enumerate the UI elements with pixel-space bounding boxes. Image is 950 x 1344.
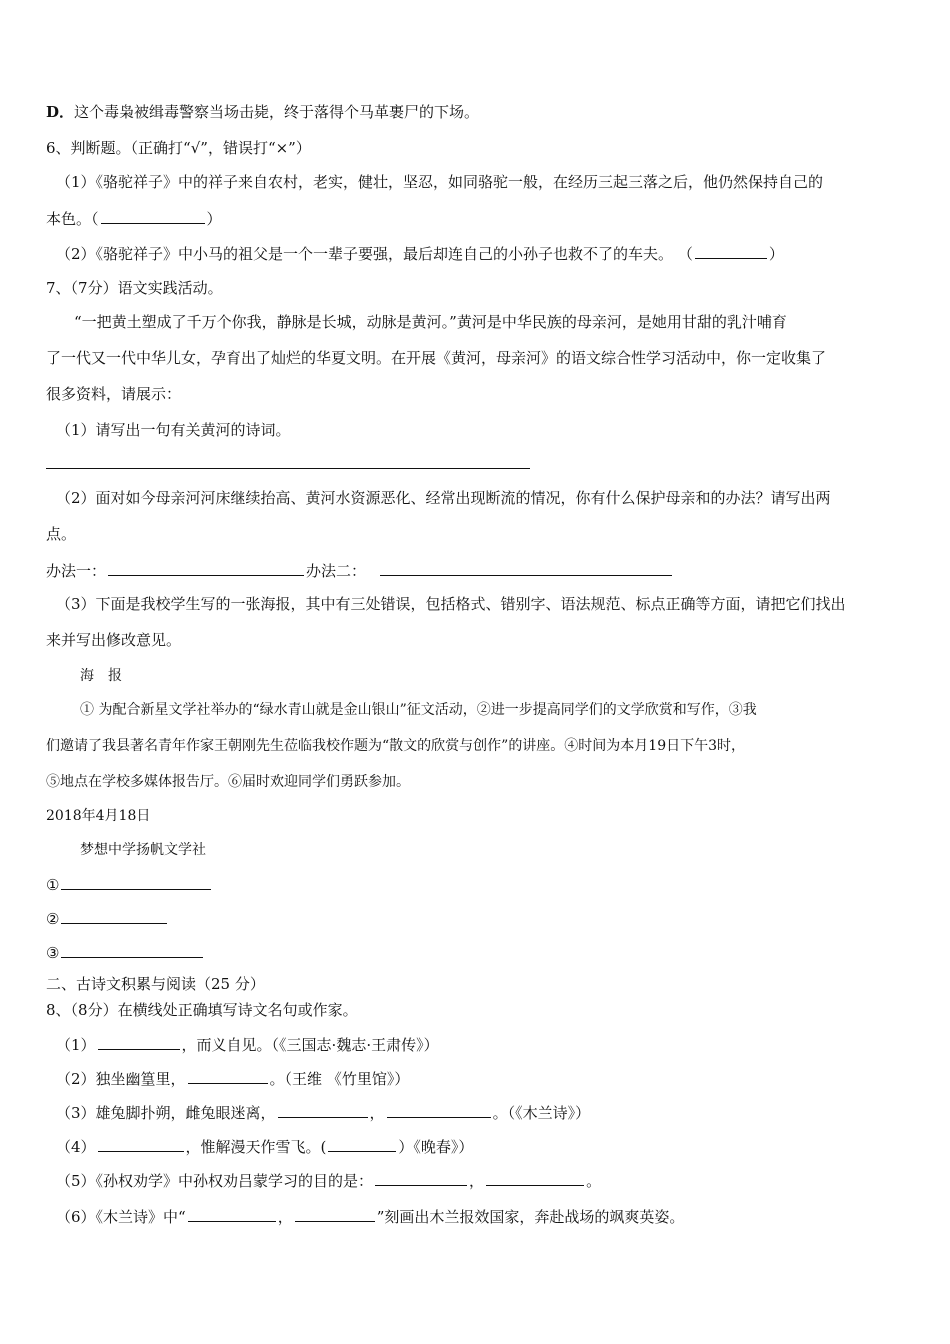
q7-sub1: （1）请写出一句有关黄河的诗词。 [56, 421, 291, 439]
poster-org: 梦想中学扬帆文学社 [80, 842, 206, 858]
answer-row-3 [46, 942, 205, 963]
answer3-blank[interactable] [61, 942, 203, 958]
option-d-text: 这个毒枭被缉毒警察当场击毙，终于落得个马革裹尸的下场。 [74, 103, 480, 121]
q6-item2-pre: （2）《骆驼祥子》中小马的祖父是一个一辈子要强，最后却连自己的小孙子也救不了的车夫。 （ [56, 245, 693, 263]
answer-row-1 [46, 874, 213, 895]
poster-title: 海 报 [80, 668, 122, 684]
q8-item4 [56, 1136, 473, 1157]
q7-sub3-line2: 来并写出修改意见。 [46, 631, 182, 649]
q8-item6-post: ”刻画出木兰报效国家，奔赴战场的飒爽英姿。 [376, 1208, 685, 1226]
poster-line3: ⑤地点在学校多媒体报告厅。⑥届时欢迎同学们勇跃参加。 [46, 774, 410, 790]
q8-item2-post: 。（王维 《竹里馆》） [269, 1070, 410, 1088]
q8-item4-pre: （4） [56, 1138, 96, 1156]
q8-item3-blank2[interactable] [387, 1102, 491, 1118]
method1-label: 办法一： [46, 562, 107, 580]
q8-item5-mid: ， [469, 1172, 485, 1190]
q8-item1 [56, 1034, 439, 1055]
section2-title: 二、古诗文积累与阅读（25 分） [46, 975, 265, 993]
q7-para-line2: 了一代又一代中华儿女，孕育出了灿烂的华夏文明。在开展《黄河，母亲河》的语文综合性学习活动中，你一定收集了 [46, 349, 827, 367]
q7-para-line3: 很多资料，请展示： [46, 385, 182, 403]
answer1-label: ① [46, 876, 60, 894]
q8-item3-pre: （3）雄兔脚扑朔，雌兔眼迷离， [56, 1104, 276, 1122]
q8-item2-blank[interactable] [188, 1068, 268, 1084]
q8-item6-mid: ， [277, 1208, 293, 1226]
q7-sub3-line1: （3）下面是我校学生写的一张海报，其中有三处错误，包括格式、错别字、语法规范、标点正确等方面，请把它们找出 [56, 595, 846, 613]
poster-line2: 们邀请了我县著名青年作家王朝刚先生莅临我校作题为“散文的欣赏与创作”的讲座。④时间为本月19日下午3时， [46, 738, 746, 754]
q7-sub1-answer-line[interactable] [46, 468, 530, 469]
answer1-blank[interactable] [61, 874, 211, 890]
q8-item4-mid: ，惟解漫天作雪飞。( [185, 1138, 327, 1156]
method1-blank[interactable] [108, 560, 304, 576]
q6-item2-answer-blank[interactable] [695, 243, 767, 259]
q8-item1-pre: （1） [56, 1036, 96, 1054]
answer2-label: ② [46, 910, 60, 928]
q8-title: 8、（8分）在横线处正确填写诗文名句或作家。 [46, 1001, 358, 1019]
answer3-label: ③ [46, 944, 60, 962]
q6-item2-post: ） [768, 245, 784, 263]
q8-item3 [56, 1102, 590, 1123]
q8-item5-blank1[interactable] [375, 1170, 467, 1186]
q8-item5-blank2[interactable] [486, 1170, 584, 1186]
option-d-label: D． [46, 103, 75, 121]
q8-item5 [56, 1170, 601, 1191]
q8-item6 [56, 1206, 684, 1227]
method2-label: 办法二： [306, 562, 367, 580]
answer-row-2 [46, 908, 169, 929]
q6-item1-pre: 本色。（ [46, 210, 99, 228]
poster-date: 2018年4月18日 [46, 808, 151, 824]
q8-item2-pre: （2）独坐幽篁里， [56, 1070, 186, 1088]
q7-sub2-line1: （2）面对如今母亲河河床继续抬高、黄河水资源恶化、经常出现断流的情况，你有什么保护母亲和的办法？请写出两 [56, 489, 831, 507]
q8-item4-blank2[interactable] [328, 1136, 396, 1152]
q8-item4-post: ）《晚春》） [398, 1138, 474, 1156]
q8-item6-blank1[interactable] [188, 1206, 276, 1222]
poster-line1: ① 为配合新星文学社举办的“绿水青山就是金山银山”征文活动，②进一步提高同学们的文学欣赏和写作，③我 [80, 702, 757, 718]
q8-item2 [56, 1068, 409, 1089]
q6-item1-answer-blank[interactable] [101, 208, 205, 224]
q8-item4-blank1[interactable] [98, 1136, 184, 1152]
option-d-line [46, 102, 479, 122]
q8-item1-post: ，而义自见。（《三国志·魏志·王肃传》） [181, 1036, 439, 1054]
q8-item3-post: 。（《木兰诗》） [492, 1104, 591, 1122]
method2-blank[interactable] [380, 560, 672, 576]
q8-item5-post: 。 [586, 1172, 602, 1190]
q8-item1-blank[interactable] [98, 1034, 180, 1050]
answer2-blank[interactable] [61, 908, 167, 924]
q8-item3-mid: ， [369, 1104, 385, 1122]
q8-item6-pre: （6）《木兰诗》中“ [56, 1208, 186, 1226]
q7-sub2-line2: 点。 [46, 525, 77, 543]
q6-item1-line2 [46, 208, 222, 229]
q6-item2 [56, 243, 784, 264]
q8-item5-pre: （5）《孙权劝学》中孙权劝吕蒙学习的目的是： [56, 1172, 374, 1190]
q6-item1-line1: （1）《骆驼祥子》中的祥子来自农村，老实，健壮，坚忍，如同骆驼一般，在经历三起三落之后，他仍然保持自己的 [56, 173, 824, 191]
q7-para-line1: “一把黄土塑成了千万个你我，静脉是长城，动脉是黄河。”黄河是中华民族的母亲河，是她用甘甜的乳汁哺育 [74, 313, 787, 331]
q8-item6-blank2[interactable] [295, 1206, 375, 1222]
q6-title: 6、判断题。（正确打“√”，错误打“×”） [46, 139, 311, 157]
q6-item1-post: ） [206, 210, 222, 228]
q7-title: 7、（7分）语文实践活动。 [46, 279, 223, 297]
q7-methods [46, 560, 674, 581]
q8-item3-blank1[interactable] [278, 1102, 368, 1118]
